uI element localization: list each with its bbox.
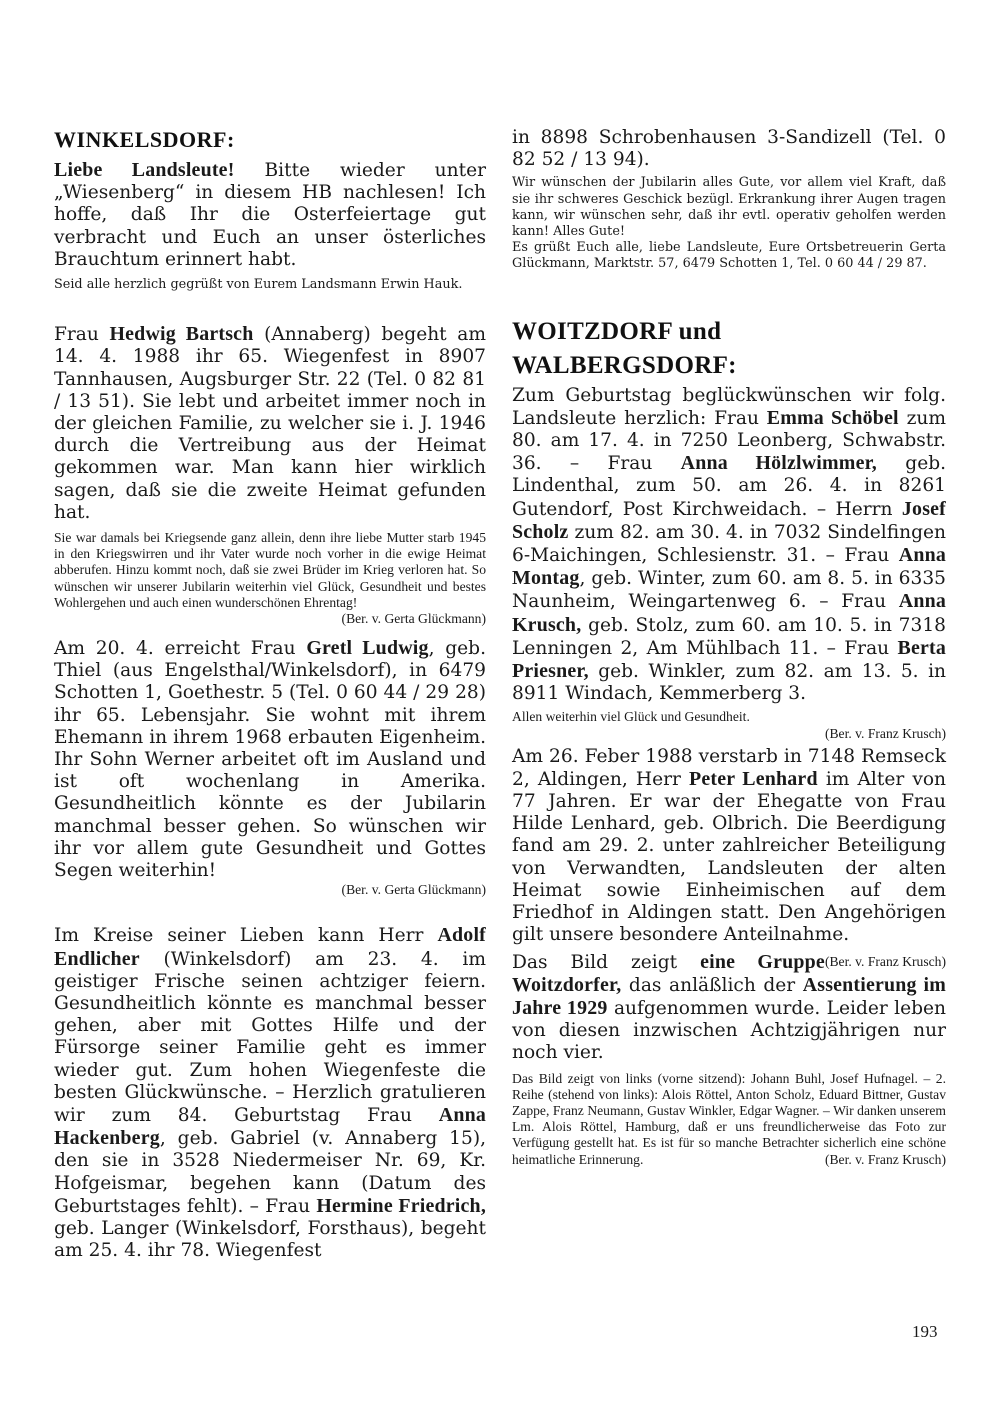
report-credit: (Ber. v. Franz Krusch) — [824, 953, 946, 969]
person-name: Hermine Friedrich, — [316, 1194, 486, 1217]
person-name: Anna Montag — [512, 544, 946, 590]
report-credit: (Ber. v. Franz Krusch) — [824, 725, 946, 741]
person-name: Gretl Ludwig — [306, 637, 429, 660]
paragraph-text: Im Kreise seiner Lieben kann Herr — [54, 925, 438, 947]
paragraph-text: geb. Stolz, zum 60. am 10. 5. in 7318 Lenningen 2, Am Mühlbach 11. – Frau — [512, 614, 946, 659]
paragraph-text: zum 82. am 30. 4. in 7032 Sindelfingen 6-Maichingen, Schlesienstr. 31. – Frau — [512, 521, 946, 567]
person-name: Anna Krusch, — [512, 590, 946, 636]
report-credit: (Ber. v. Gerta Glückmann) — [341, 611, 486, 627]
report-credit: (Ber. v. Gerta Glückmann) — [341, 882, 486, 898]
paragraph-hedwig-bartsch-detail — [54, 530, 486, 627]
paragraph-text: Am 20. 4. erreicht Frau — [54, 638, 307, 660]
report-credit: (Ber. v. Franz Krusch) — [824, 1151, 946, 1167]
heading-line: WALBERGSDORF: — [512, 351, 737, 379]
paragraph-wishes: Wir wünschen der Jubilarin alles Gute, vor allem viel Kraft, daß sie ihr schweres Geschick bezügl. Erkrankung ihrer Augen tragen kann, wir wünschen sehr, daß ihr evtl. operativ geholfen werden kann! Alles Gute! — [512, 175, 946, 240]
paragraph-text: geb. Langer (Winkelsdorf, Forsthaus), begeht am 25. 4. ihr 78. Wiegenfest — [54, 1217, 486, 1262]
paragraph-greeting — [54, 159, 486, 271]
person-name: Peter Lenhard — [689, 767, 818, 790]
paragraph-text: (Annaberg) begeht am 14. 4. 1988 ihr 65. Wiegenfest in 8907 Tannhausen, Augsburger Str. 22 (Tel. 0 82 81 / 13 51). Sie lebt und arbeitet immer noch in der gleichen Familie, zu welcher sie i. J. 1946 durch die Vertreibung aus der Heimat gekommen war. Man kann hier wirklich sagen, daß sie die zweite Heimat gefunden hat. — [54, 324, 486, 523]
person-name: Josef Scholz — [512, 497, 946, 543]
paragraph-text: Das Bild zeigt — [512, 951, 701, 973]
bold-phrase: eine Gruppe Woitzdorfer, — [512, 950, 825, 996]
paragraph-wishes-short: Allen weiterhin viel Glück und Gesundheit. — [512, 709, 750, 725]
left-column — [54, 127, 486, 1262]
small-text: Sie war damals bei Kriegsende ganz allein, denn ihre liebe Mutter starb 1945 in den Kriegswirren und ihr Vater wurde noch vorher in die ewige Heimat abberufen. Hinzu kommt noch, daß sie zwei Brüder im Krieg verloren hat. So wünschen wir unserer Jubilarin weiterhin viel Glück, Gesundheit und bestes Wohlergehen und auch einen wunderschönen Ehrentag! — [54, 530, 486, 610]
paragraph-text: zum 80. am 17. 4. in 7250 Leonberg, Schwabstr. 36. – Frau — [512, 407, 946, 475]
right-column — [512, 127, 946, 1168]
paragraph-text: , geb. Winter, zum 60. am 8. 5. in 6335 Naunheim, Weingartenweg 6. – Frau — [512, 568, 946, 613]
section-heading-woitzdorf — [512, 315, 946, 383]
bold-phrase: Assentierung im Jahre 1929 — [512, 973, 946, 1019]
paragraph-text: Frau — [54, 324, 110, 346]
person-name: Emma Schöbel — [766, 406, 899, 429]
paragraph-birthdays — [512, 385, 946, 706]
paragraph-photo-caption — [512, 1071, 946, 1168]
paragraph-text: das anläßlich der — [621, 974, 803, 996]
paragraph-text: aufgenommen wurde. Leider leben von diesen inzwischen Achtzigjährigen nur noch vier. — [512, 997, 947, 1064]
paragraph-greeting-signoff: Seid alle herzlich gegrüßt von Eurem Landsmann Erwin Hauk. — [54, 277, 463, 293]
paragraph-text: , geb. Thiel (aus Engelsthal/Winkelsdorf), in 6479 Schotten 1, Goethestr. 5 (Tel. 0 60 44 / 29 28) ihr 65. Lebensjahr. Sie wohnt mit ihrem Ehemann in ihrem 1968 erbauten Eigenheim. Ihr Sohn Werner arbeitet oft im Ausland und ist oft wochenlang in Amerika. Gesundheitlich könnte es der Jubilarin manchmal besser gehen. So wünschen wir ihr vor allem gute Gesundheit und Gottes Segen weiterhin! — [54, 638, 486, 882]
paragraph-text: geb. Lindenthal, zum 50. am 26. 4. in 8261 Gutendorf, Post Kirchweidach. – Herrn — [512, 453, 947, 520]
person-name: Hedwig Bartsch — [109, 323, 254, 346]
page-number: 193 — [912, 1322, 938, 1341]
paragraph-text: Bitte wieder unter „Wiesenberg“ in diesem HB nachlesen! Ich hoffe, daß Ihr die Osterfeiertage gut verbracht und Euch an unser österliches Brauchtum erinnert habt. — [54, 160, 486, 270]
paragraph-text: Zum Geburtstag beglückwünschen wir folg. Landsleute herzlich: Frau — [512, 384, 946, 429]
small-text: Das Bild zeigt von links (vorne sitzend): Johann Buhl, Josef Hufnagel. – 2. Reihe (stehend von links): Alois Röttel, Anton Scholz, Eduard Bittner, Gustav Zappe, Franz Neumann, Gustav Winkler, Edgar Wagner. – Wir danken unserem Lm. Alois Röttel, Hamburg, daß er uns freundlicherweise das Foto zur Verfügung gestellt hat. Es ist für so manche Betrachter sicherlich eine schöne heimatliche Erinnerung. — [512, 1070, 946, 1167]
paragraph-text: (Winkelsdorf) am 23. 4. im geistiger Frische seinen achtziger feiern. Gesundheitlich könnte es manchmal besser gehen, aber mit Gottes Hilfe und der Fürsorge seiner Familie geht es immer wieder gut. Zum hohen Wiegenfeste die besten Glückwünsche. – Herzlich gratulieren wir zum 84. Geburtstag Frau — [54, 948, 486, 1126]
paragraph-signoff-gerta: Es grüßt Euch alle, liebe Landsleute, Eure Ortsbetreuerin Gerta Glückmann, Marktstr. 57, 6479 Schotten 1, Tel. 0 60 44 / 29 87. — [512, 240, 946, 272]
paragraph-gretl-ludwig — [54, 637, 486, 882]
person-name: Anna Hackenberg — [54, 1103, 486, 1150]
paragraph-adolf-endlicher — [54, 924, 486, 1262]
heading-line: WOITZDORF und — [512, 317, 722, 345]
bold-phrase: Liebe Landsleute! — [54, 159, 235, 181]
paragraph-continuation: in 8898 Schrobenhausen 3-Sandizell (Tel. 0 82 52 / 13 94). — [512, 127, 946, 171]
paragraph-text: Am 26. Feber 1988 verstarb in 7148 Remseck 2, Aldingen, Herr — [512, 745, 946, 790]
paragraph-text: geb. Winkler, zum 82. am 13. 5. in 8911 Windach, Kemmerberg 3. — [512, 661, 946, 705]
paragraph-hedwig-bartsch — [54, 323, 486, 524]
person-name: Adolf Endlicher — [54, 924, 486, 970]
paragraph-text: im Alter von 77 Jahren. Er war der Ehegatte von Frau Hilde Lenhard, geb. Olbrich. Die Beerdigung fand am 29. 2. unter zahlreicher Beteiligung von Verwandten, Landsleuten der alten Heimat sowie Einheimischen auf dem Friedhof in Aldingen statt. Den Angehörigen gilt unsere besondere Anteilnahme. — [512, 768, 946, 946]
person-name: Berta Priesner, — [512, 636, 946, 683]
paragraph-text: , geb. Gabriel (v. Annaberg 15), den sie in 3528 Niedermeiser Nr. 69, Kr. Hofgeismar, begehen kann (Datum des Geburtstages fehlt). – Frau — [54, 1128, 486, 1217]
person-name: Anna Hölzlwimmer, — [680, 452, 877, 475]
section-heading-winkelsdorf: WINKELSDORF: — [54, 127, 235, 152]
